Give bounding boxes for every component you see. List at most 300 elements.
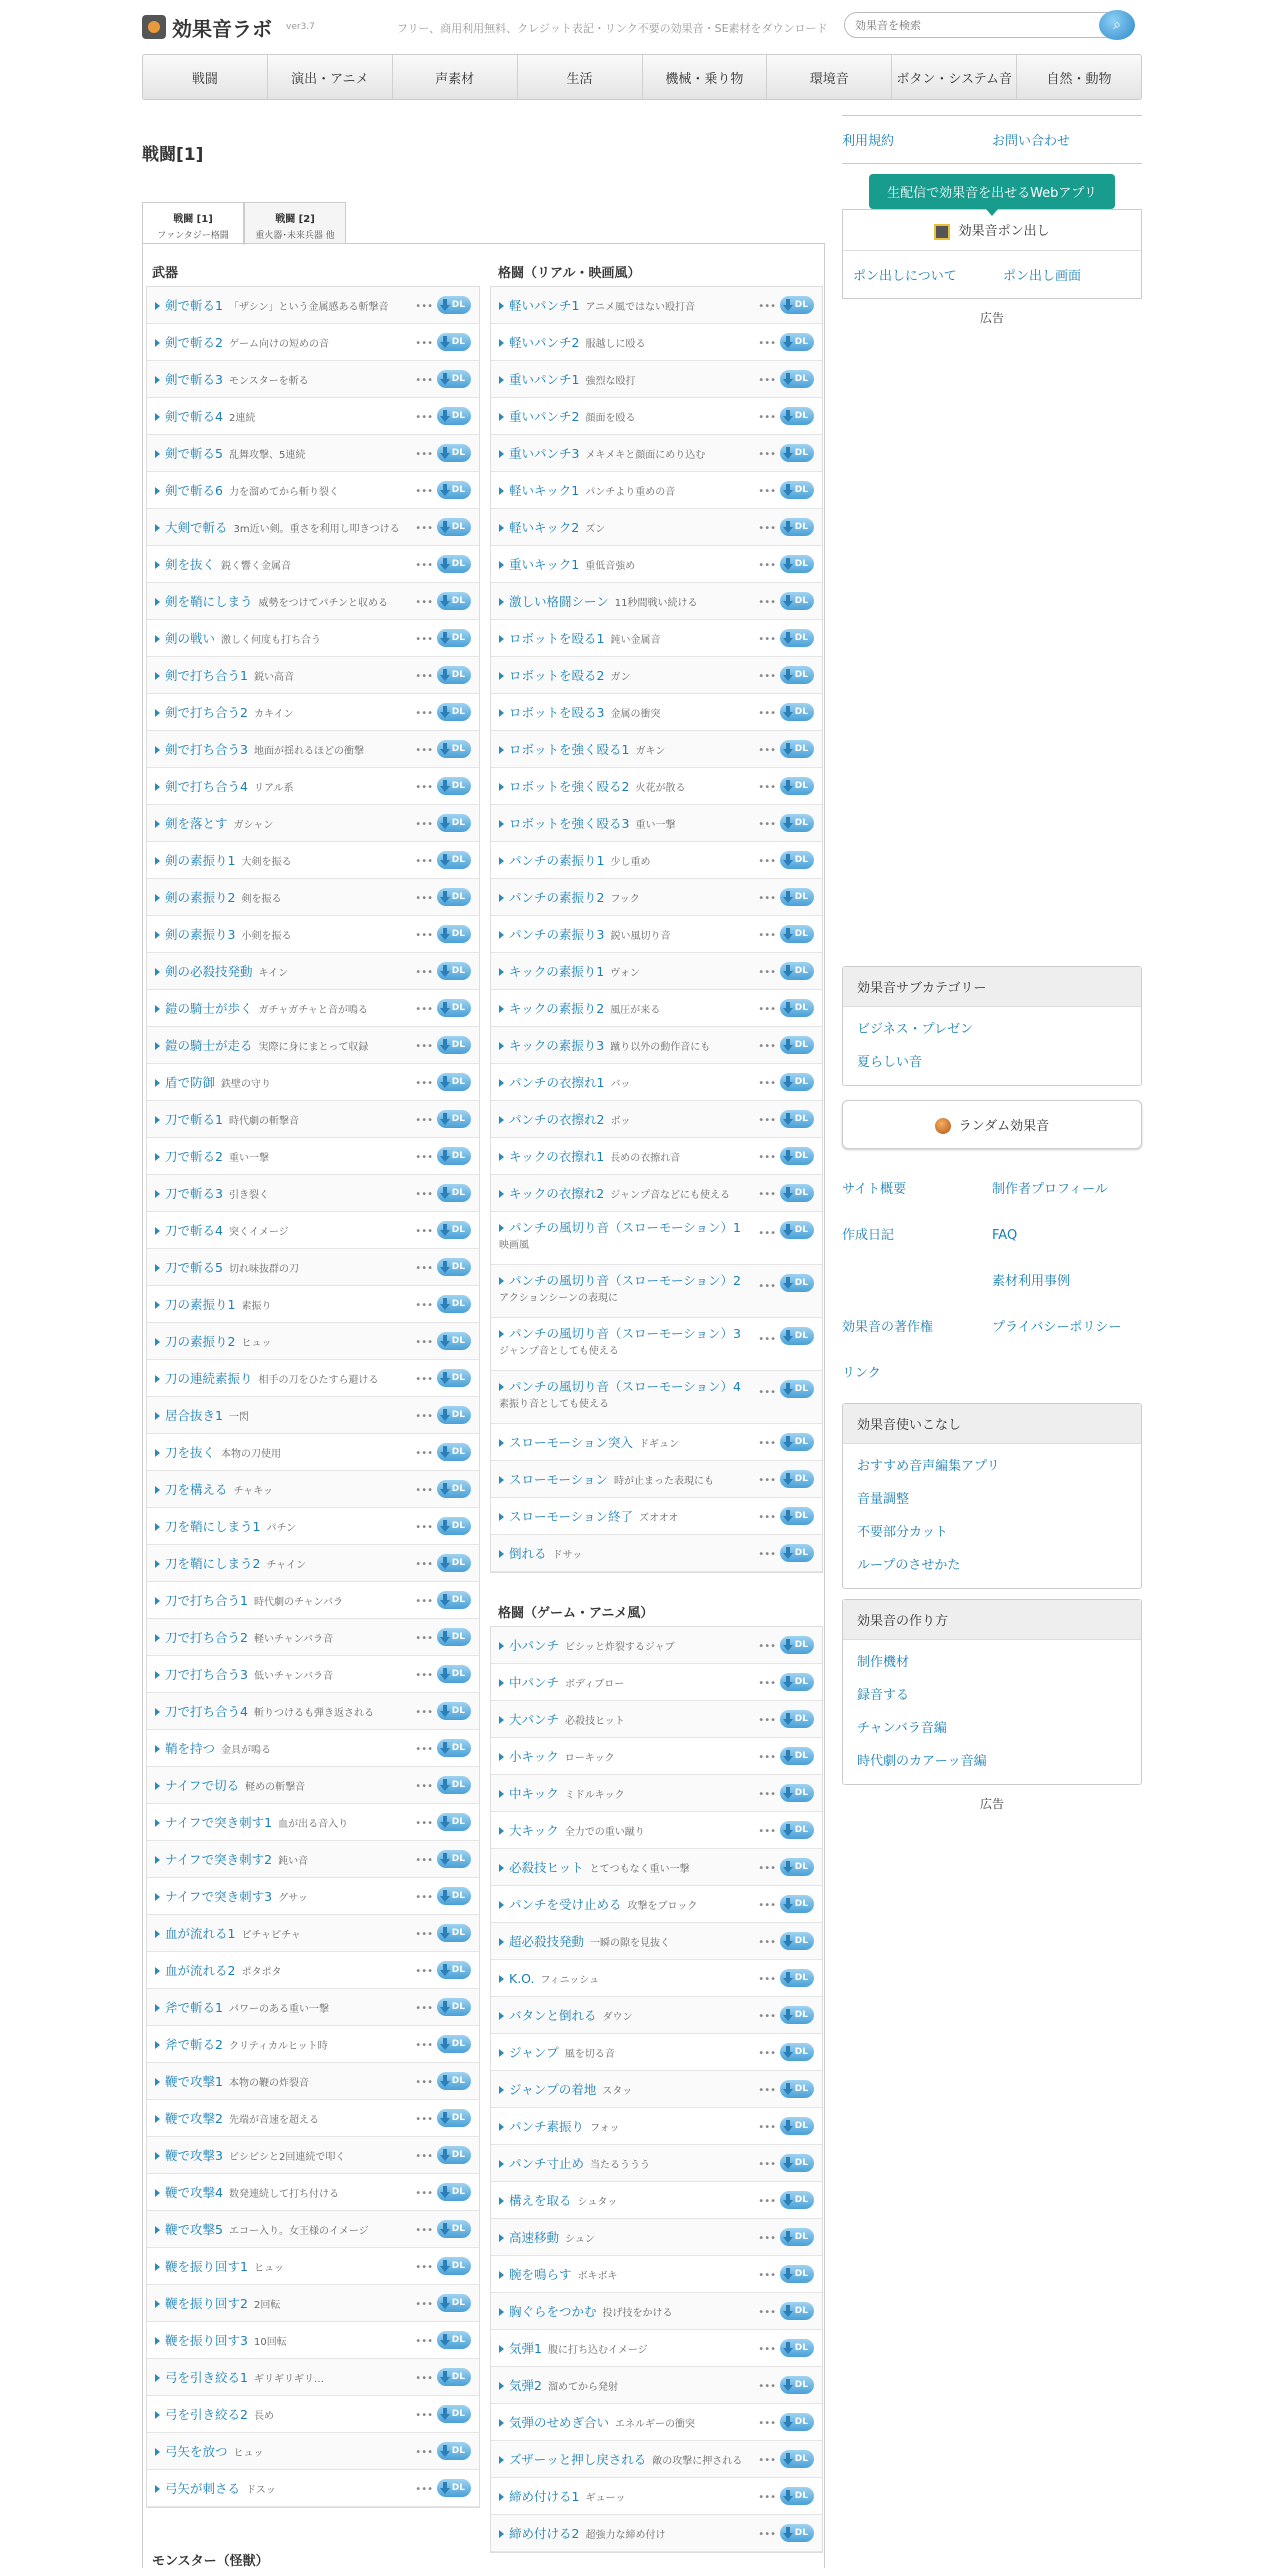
download-button[interactable]: DL <box>780 814 814 832</box>
more-icon[interactable]: ••• <box>758 1549 776 1560</box>
download-button[interactable]: DL <box>780 1433 814 1451</box>
download-button[interactable]: DL <box>437 555 471 573</box>
sound-name-link[interactable]: 刀を抜く <box>165 1445 216 1460</box>
sound-row[interactable] <box>147 1027 479 1064</box>
download-button[interactable]: DL <box>780 1221 814 1239</box>
sound-row[interactable] <box>147 1249 479 1286</box>
more-icon[interactable]: ••• <box>758 449 776 460</box>
download-button[interactable]: DL <box>437 592 471 610</box>
sound-row[interactable] <box>147 879 479 916</box>
sound-row[interactable] <box>147 1841 479 1878</box>
more-icon[interactable]: ••• <box>415 2410 433 2421</box>
download-button[interactable]: DL <box>780 333 814 351</box>
sound-row[interactable] <box>491 546 822 583</box>
more-icon[interactable]: ••• <box>415 967 433 978</box>
more-icon[interactable]: ••• <box>758 1115 776 1126</box>
sound-name-link[interactable]: 鞭で攻撃5 <box>165 2222 223 2237</box>
sound-row[interactable] <box>491 842 822 879</box>
sound-name-link[interactable]: 大剣で斬る <box>165 520 228 535</box>
more-icon[interactable]: ••• <box>415 1078 433 1089</box>
sound-name-link[interactable]: 重いパンチ1 <box>509 372 580 387</box>
sound-name-link[interactable]: キックの衣擦れ1 <box>509 1149 605 1164</box>
download-button[interactable]: DL <box>780 666 814 684</box>
more-icon[interactable]: ••• <box>758 1078 776 1089</box>
download-button[interactable]: DL <box>780 481 814 499</box>
link-summer[interactable]: 夏らしい音 <box>857 1054 923 1070</box>
sound-name-link[interactable]: 刀で斬る4 <box>165 1223 223 1238</box>
sound-row[interactable] <box>147 1360 479 1397</box>
sound-name-link[interactable]: ナイフで突き刺す1 <box>165 1815 273 1830</box>
make_links-1[interactable]: 録音する <box>857 1688 910 1703</box>
make_links-2[interactable]: チャンバラ音編 <box>857 1721 947 1736</box>
more-icon[interactable]: ••• <box>415 597 433 608</box>
download-button[interactable]: DL <box>780 1380 814 1398</box>
download-button[interactable]: DL <box>780 1821 814 1839</box>
download-button[interactable]: DL <box>437 925 471 943</box>
download-button[interactable]: DL <box>437 1480 471 1498</box>
download-button[interactable]: DL <box>780 592 814 610</box>
more-icon[interactable]: ••• <box>758 930 776 941</box>
sound-name-link[interactable]: ロボットを強く殴る2 <box>509 779 630 794</box>
sound-name-link[interactable]: パンチの風切り音（スローモーション）3 <box>509 1326 741 1341</box>
download-button[interactable]: DL <box>780 1073 814 1091</box>
sound-row[interactable] <box>491 1664 822 1701</box>
sound-name-link[interactable]: パンチの風切り音（スローモーション）2 <box>509 1273 741 1288</box>
download-button[interactable]: DL <box>437 1221 471 1239</box>
download-button[interactable]: DL <box>780 1747 814 1765</box>
more-icon[interactable]: ••• <box>415 486 433 497</box>
more-icon[interactable]: ••• <box>758 1475 776 1486</box>
more-icon[interactable]: ••• <box>758 1334 776 1345</box>
more-icon[interactable]: ••• <box>415 2003 433 2014</box>
sound-name-link[interactable]: 構えを取る <box>509 2193 572 2208</box>
download-button[interactable]: DL <box>780 851 814 869</box>
sound-row[interactable] <box>491 2071 822 2108</box>
more-icon[interactable]: ••• <box>415 1041 433 1052</box>
download-button[interactable]: DL <box>437 481 471 499</box>
more-icon[interactable]: ••• <box>415 1263 433 1274</box>
more-icon[interactable]: ••• <box>415 708 433 719</box>
more-icon[interactable]: ••• <box>415 338 433 349</box>
sound-row[interactable] <box>491 2145 822 2182</box>
download-button[interactable]: DL <box>780 1895 814 1913</box>
sound-name-link[interactable]: パンチの風切り音（スローモーション）4 <box>509 1379 741 1394</box>
info-link-5[interactable]: 素材利用事例 <box>992 1274 1071 1289</box>
more-icon[interactable]: ••• <box>758 2196 776 2207</box>
sound-name-link[interactable]: 刀の素振り2 <box>165 1334 236 1349</box>
sound-name-link[interactable]: 小キック <box>509 1749 559 1764</box>
sound-name-link[interactable]: 鞭で攻撃3 <box>165 2148 223 2163</box>
more-icon[interactable]: ••• <box>415 1337 433 1348</box>
sound-name-link[interactable]: ズザーッと押し戻される <box>509 2452 647 2467</box>
sound-row[interactable] <box>147 2248 479 2285</box>
more-icon[interactable]: ••• <box>415 2077 433 2088</box>
more-icon[interactable]: ••• <box>758 819 776 830</box>
sound-row[interactable] <box>147 1767 479 1804</box>
more-icon[interactable]: ••• <box>415 1115 433 1126</box>
download-button[interactable]: DL <box>437 2368 471 2386</box>
sound-row[interactable] <box>491 509 822 546</box>
download-button[interactable]: DL <box>437 1776 471 1794</box>
download-button[interactable]: DL <box>437 1998 471 2016</box>
download-button[interactable]: DL <box>437 888 471 906</box>
more-icon[interactable]: ••• <box>758 967 776 978</box>
sound-row[interactable] <box>147 2322 479 2359</box>
download-button[interactable]: DL <box>780 1110 814 1128</box>
sound-row[interactable] <box>491 1265 822 1318</box>
sound-name-link[interactable]: 剣を鞘にしまう <box>165 594 253 609</box>
download-button[interactable]: DL <box>437 2072 471 2090</box>
download-button[interactable]: DL <box>437 2442 471 2460</box>
more-icon[interactable]: ••• <box>415 412 433 423</box>
download-button[interactable]: DL <box>780 370 814 388</box>
sound-name-link[interactable]: ナイフで突き刺す2 <box>165 1852 273 1867</box>
more-icon[interactable]: ••• <box>415 2484 433 2495</box>
sound-row[interactable] <box>147 509 479 546</box>
sound-row[interactable] <box>491 1886 822 1923</box>
more-icon[interactable]: ••• <box>758 1715 776 1726</box>
sound-name-link[interactable]: 弓矢を放つ <box>165 2444 228 2459</box>
more-icon[interactable]: ••• <box>758 2085 776 2096</box>
download-button[interactable]: DL <box>780 2080 814 2098</box>
download-button[interactable]: DL <box>437 1110 471 1128</box>
download-button[interactable]: DL <box>437 1702 471 1720</box>
sound-row[interactable] <box>491 1997 822 2034</box>
sound-name-link[interactable]: 刀で打ち合う1 <box>165 1593 248 1608</box>
sound-name-link[interactable]: 刀の素振り1 <box>165 1297 236 1312</box>
sound-row[interactable] <box>147 2026 479 2063</box>
download-button[interactable]: DL <box>437 999 471 1017</box>
more-icon[interactable]: ••• <box>758 2048 776 2059</box>
nav-item-5[interactable]: 環境音 <box>767 55 892 99</box>
more-icon[interactable]: ••• <box>415 1781 433 1792</box>
more-icon[interactable]: ••• <box>758 2529 776 2540</box>
more-icon[interactable]: ••• <box>758 856 776 867</box>
download-button[interactable]: DL <box>437 1295 471 1313</box>
sound-name-link[interactable]: 剣で斬る1 <box>165 298 223 313</box>
sound-name-link[interactable]: 大パンチ <box>509 1712 560 1727</box>
more-icon[interactable]: ••• <box>758 2418 776 2429</box>
sound-row[interactable] <box>491 2478 822 2515</box>
download-button[interactable]: DL <box>437 1406 471 1424</box>
search-input[interactable] <box>855 14 1095 36</box>
usage_links-1[interactable]: 音量調整 <box>857 1492 910 1507</box>
sound-row[interactable] <box>147 361 479 398</box>
sound-name-link[interactable]: 弓を引き絞る2 <box>165 2407 248 2422</box>
sound-name-link[interactable]: 剣を落とす <box>165 816 228 831</box>
sound-name-link[interactable]: 剣で打ち合う2 <box>165 705 248 720</box>
download-button[interactable]: DL <box>780 1636 814 1654</box>
download-button[interactable]: DL <box>437 1443 471 1461</box>
sound-name-link[interactable]: 軽いキック2 <box>509 520 580 535</box>
sound-name-link[interactable]: 刀で打ち合う2 <box>165 1630 248 1645</box>
sound-row[interactable] <box>491 1923 822 1960</box>
sound-name-link[interactable]: 剣で斬る5 <box>165 446 223 461</box>
sound-row[interactable] <box>491 398 822 435</box>
sound-name-link[interactable]: キックの素振り3 <box>509 1038 605 1053</box>
download-button[interactable]: DL <box>780 1969 814 1987</box>
sound-row[interactable] <box>491 620 822 657</box>
more-icon[interactable]: ••• <box>415 2373 433 2384</box>
sound-name-link[interactable]: 軽いキック1 <box>509 483 580 498</box>
more-icon[interactable]: ••• <box>415 1300 433 1311</box>
sound-name-link[interactable]: 締め付ける1 <box>509 2489 580 2504</box>
download-button[interactable]: DL <box>437 1036 471 1054</box>
download-button[interactable]: DL <box>437 1813 471 1831</box>
sound-row[interactable] <box>491 1701 822 1738</box>
sound-name-link[interactable]: 刀で斬る5 <box>165 1260 223 1275</box>
sound-row[interactable] <box>147 398 479 435</box>
download-button[interactable]: DL <box>780 1327 814 1345</box>
sound-row[interactable] <box>491 1738 822 1775</box>
sound-name-link[interactable]: ナイフで突き刺す3 <box>165 1889 273 1904</box>
download-button[interactable]: DL <box>437 1184 471 1202</box>
sound-name-link[interactable]: 鎧の騎士が走る <box>165 1038 253 1053</box>
sound-row[interactable] <box>491 657 822 694</box>
sound-row[interactable] <box>491 731 822 768</box>
sound-row[interactable] <box>147 1878 479 1915</box>
download-button[interactable]: DL <box>780 1036 814 1054</box>
more-icon[interactable]: ••• <box>415 1670 433 1681</box>
download-button[interactable]: DL <box>437 444 471 462</box>
sound-name-link[interactable]: 剣で斬る2 <box>165 335 223 350</box>
more-icon[interactable]: ••• <box>758 523 776 534</box>
more-icon[interactable]: ••• <box>758 1387 776 1398</box>
sound-name-link[interactable]: 軽いパンチ1 <box>509 298 580 313</box>
sound-row[interactable] <box>491 1812 822 1849</box>
download-button[interactable]: DL <box>437 370 471 388</box>
sound-row[interactable] <box>491 953 822 990</box>
sound-row[interactable] <box>491 1498 822 1535</box>
download-button[interactable]: DL <box>437 2294 471 2312</box>
sound-name-link[interactable]: K.O. <box>509 1970 535 1986</box>
sound-row[interactable] <box>491 2182 822 2219</box>
download-button[interactable]: DL <box>437 1554 471 1572</box>
sound-name-link[interactable]: 剣で斬る3 <box>165 372 223 387</box>
sound-row[interactable] <box>147 731 479 768</box>
more-icon[interactable]: ••• <box>415 893 433 904</box>
sound-row[interactable] <box>491 1064 822 1101</box>
sound-row[interactable] <box>147 620 479 657</box>
more-icon[interactable]: ••• <box>758 338 776 349</box>
sound-name-link[interactable]: キックの衣擦れ2 <box>509 1186 605 1201</box>
info-link-1[interactable]: 制作者プロフィール <box>992 1182 1108 1197</box>
sound-row[interactable] <box>491 768 822 805</box>
sound-name-link[interactable]: 剣で打ち合う1 <box>165 668 248 683</box>
sound-name-link[interactable]: 鞭を振り回す3 <box>165 2333 248 2348</box>
info-link-4[interactable] <box>842 1259 992 1305</box>
sound-name-link[interactable]: 刀で斬る2 <box>165 1149 223 1164</box>
sound-name-link[interactable]: 刀で斬る1 <box>165 1112 223 1127</box>
site-logo[interactable] <box>142 10 315 44</box>
sound-name-link[interactable]: パンチの素振り2 <box>509 890 605 905</box>
sound-row[interactable] <box>147 2137 479 2174</box>
download-button[interactable]: DL <box>780 2043 814 2061</box>
sound-row[interactable] <box>491 2256 822 2293</box>
download-button[interactable]: DL <box>780 2413 814 2431</box>
more-icon[interactable]: ••• <box>415 2040 433 2051</box>
download-button[interactable]: DL <box>437 1924 471 1942</box>
sound-name-link[interactable]: 剣で打ち合う3 <box>165 742 248 757</box>
sound-name-link[interactable]: 刀を鞘にしまう1 <box>165 1519 261 1534</box>
sound-row[interactable] <box>491 1212 822 1265</box>
more-icon[interactable]: ••• <box>415 1522 433 1533</box>
random-button[interactable] <box>842 1100 1142 1150</box>
download-button[interactable]: DL <box>780 962 814 980</box>
nav-item-4[interactable]: 機械・乗り物 <box>643 55 768 99</box>
sound-row[interactable] <box>147 1693 479 1730</box>
info-link-7[interactable]: プライバシーポリシー <box>992 1320 1122 1335</box>
download-button[interactable]: DL <box>780 740 814 758</box>
sound-row[interactable] <box>491 472 822 509</box>
sound-row[interactable] <box>491 2108 822 2145</box>
more-icon[interactable]: ••• <box>415 2188 433 2199</box>
info-link-0[interactable]: サイト概要 <box>842 1182 907 1197</box>
sound-row[interactable] <box>491 916 822 953</box>
nav-item-6[interactable]: ボタン・システム音 <box>892 55 1017 99</box>
download-button[interactable]: DL <box>437 2183 471 2201</box>
sound-name-link[interactable]: 鞭で攻撃4 <box>165 2185 223 2200</box>
download-button[interactable]: DL <box>437 2257 471 2275</box>
info-link-2[interactable]: 作成日記 <box>842 1228 895 1243</box>
more-icon[interactable]: ••• <box>415 782 433 793</box>
sound-row[interactable] <box>491 2034 822 2071</box>
sound-row[interactable] <box>491 805 822 842</box>
more-icon[interactable]: ••• <box>758 1281 776 1292</box>
more-icon[interactable]: ••• <box>415 1485 433 1496</box>
sound-name-link[interactable]: 気弾2 <box>509 2378 542 2393</box>
sound-name-link[interactable]: ロボットを強く殴る1 <box>509 742 630 757</box>
sound-name-link[interactable]: 重いパンチ2 <box>509 409 580 424</box>
more-icon[interactable]: ••• <box>758 1641 776 1652</box>
more-icon[interactable]: ••• <box>758 634 776 645</box>
more-icon[interactable]: ••• <box>758 1974 776 1985</box>
sound-name-link[interactable]: 剣の戦い <box>165 631 216 646</box>
download-button[interactable]: DL <box>437 296 471 314</box>
download-button[interactable]: DL <box>780 1784 814 1802</box>
more-icon[interactable]: ••• <box>415 560 433 571</box>
sound-row[interactable] <box>491 2293 822 2330</box>
more-icon[interactable]: ••• <box>415 1744 433 1755</box>
sound-name-link[interactable]: 気弾1 <box>509 2341 542 2356</box>
download-button[interactable]: DL <box>437 1258 471 1276</box>
more-icon[interactable]: ••• <box>758 1863 776 1874</box>
sound-row[interactable] <box>147 1175 479 1212</box>
download-button[interactable]: DL <box>780 1858 814 1876</box>
sound-name-link[interactable]: 盾で防御 <box>165 1075 216 1090</box>
more-icon[interactable]: ••• <box>415 634 433 645</box>
sound-name-link[interactable]: 胸ぐらをつかむ <box>509 2304 597 2319</box>
download-button[interactable]: DL <box>780 999 814 1017</box>
sound-name-link[interactable]: ロボットを強く殴る3 <box>509 816 630 831</box>
sound-row[interactable] <box>147 694 479 731</box>
link-contact[interactable]: お問い合わせ <box>992 134 1071 149</box>
sound-row[interactable] <box>491 694 822 731</box>
sound-row[interactable] <box>147 1397 479 1434</box>
download-button[interactable]: DL <box>780 1673 814 1691</box>
make_links-3[interactable]: 時代劇のカアーッ音編 <box>857 1754 987 1769</box>
more-icon[interactable]: ••• <box>415 930 433 941</box>
sound-name-link[interactable]: 剣の素振り3 <box>165 927 236 942</box>
more-icon[interactable]: ••• <box>758 1152 776 1163</box>
sound-name-link[interactable]: 剣で打ち合う4 <box>165 779 248 794</box>
download-button[interactable]: DL <box>780 1932 814 1950</box>
sound-row[interactable] <box>491 2330 822 2367</box>
more-icon[interactable]: ••• <box>758 2455 776 2466</box>
sound-row[interactable] <box>147 1323 479 1360</box>
download-button[interactable]: DL <box>780 2265 814 2283</box>
sound-row[interactable] <box>491 1960 822 1997</box>
sound-name-link[interactable]: 剣の素振り2 <box>165 890 236 905</box>
sound-row[interactable] <box>147 2359 479 2396</box>
sound-row[interactable] <box>147 842 479 879</box>
sound-name-link[interactable]: 斧で斬る1 <box>165 2000 223 2015</box>
more-icon[interactable]: ••• <box>415 301 433 312</box>
more-icon[interactable]: ••• <box>415 1226 433 1237</box>
more-icon[interactable]: ••• <box>415 1818 433 1829</box>
download-button[interactable]: DL <box>437 1665 471 1683</box>
sound-row[interactable] <box>147 990 479 1027</box>
sound-row[interactable] <box>147 583 479 620</box>
sound-name-link[interactable]: ジャンプの着地 <box>509 2082 597 2097</box>
more-icon[interactable]: ••• <box>758 560 776 571</box>
sound-row[interactable] <box>147 1582 479 1619</box>
more-icon[interactable]: ••• <box>758 2344 776 2355</box>
sound-name-link[interactable]: 刀を構える <box>165 1482 228 1497</box>
sound-name-link[interactable]: 刀の連続素振り <box>165 1371 253 1386</box>
sound-name-link[interactable]: 鎧の騎士が歩く <box>165 1001 253 1016</box>
sound-row[interactable] <box>147 916 479 953</box>
sound-row[interactable] <box>491 2441 822 2478</box>
more-icon[interactable]: ••• <box>415 1966 433 1977</box>
sound-name-link[interactable]: 居合抜き1 <box>165 1408 223 1423</box>
sound-row[interactable] <box>147 1286 479 1323</box>
sound-row[interactable] <box>147 1656 479 1693</box>
sound-row[interactable] <box>491 990 822 1027</box>
more-icon[interactable]: ••• <box>758 1900 776 1911</box>
link-pon-about[interactable]: ポン出しについて <box>853 268 957 284</box>
sound-row[interactable] <box>491 287 822 324</box>
more-icon[interactable]: ••• <box>415 1189 433 1200</box>
sound-name-link[interactable]: 軽いパンチ2 <box>509 335 580 350</box>
sound-name-link[interactable]: ロボットを殴る1 <box>509 631 605 646</box>
search-button[interactable] <box>1099 10 1135 40</box>
download-button[interactable]: DL <box>437 1517 471 1535</box>
more-icon[interactable]: ••• <box>758 2270 776 2281</box>
more-icon[interactable]: ••• <box>758 2492 776 2503</box>
sound-name-link[interactable]: 剣の必殺技発動 <box>165 964 253 979</box>
sound-row[interactable] <box>147 1508 479 1545</box>
more-icon[interactable]: ••• <box>758 2159 776 2170</box>
more-icon[interactable]: ••• <box>415 2336 433 2347</box>
download-button[interactable]: DL <box>437 1332 471 1350</box>
download-button[interactable]: DL <box>780 296 814 314</box>
sound-name-link[interactable]: ロボットを殴る2 <box>509 668 605 683</box>
download-button[interactable]: DL <box>780 1274 814 1292</box>
more-icon[interactable]: ••• <box>758 2233 776 2244</box>
download-button[interactable]: DL <box>437 1739 471 1757</box>
download-button[interactable]: DL <box>780 1147 814 1165</box>
sound-row[interactable] <box>147 768 479 805</box>
download-button[interactable]: DL <box>780 2302 814 2320</box>
sound-row[interactable] <box>147 2174 479 2211</box>
sound-name-link[interactable]: 重いパンチ3 <box>509 446 580 461</box>
download-button[interactable]: DL <box>437 629 471 647</box>
sound-name-link[interactable]: 重いキック1 <box>509 557 580 572</box>
sound-name-link[interactable]: キックの素振り2 <box>509 1001 605 1016</box>
download-button[interactable]: DL <box>437 407 471 425</box>
more-icon[interactable]: ••• <box>415 523 433 534</box>
